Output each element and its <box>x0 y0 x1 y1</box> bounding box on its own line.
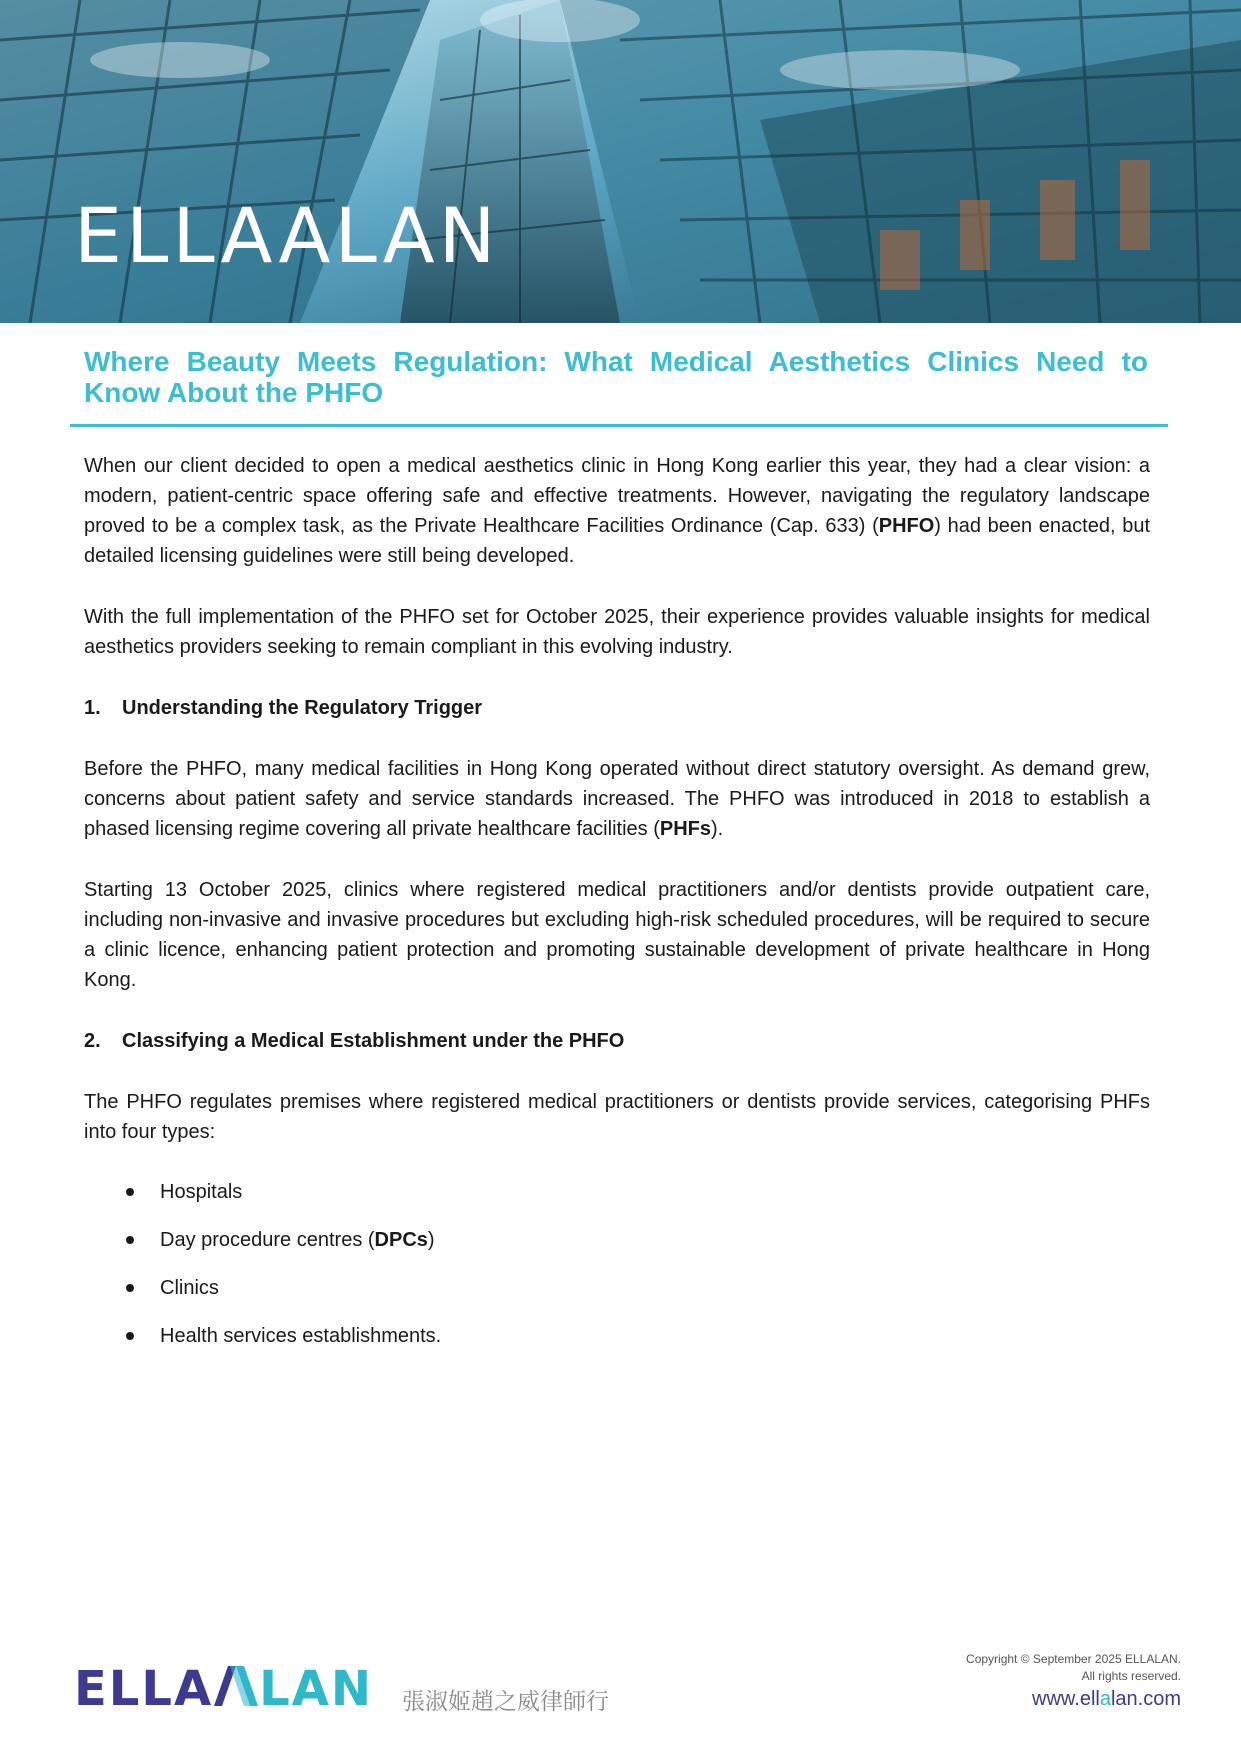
term-phfs: PHFs <box>659 818 711 840</box>
logo-part-lan: LAN <box>259 1661 374 1717</box>
intro-text-b: ) had been enacted, but detailed licensing guidelines were still being developed. <box>84 515 1150 567</box>
logo-a-mark-icon <box>214 1666 258 1706</box>
s1-text-a: Before the PHFO, many medical facilities in Hong Kong operated without direct statutory oversight. As demand grew, concerns about patient safety and service standards increased. The PHFO was introduced in 2018 to establish a phased licensing regime covering all private healthcare facilities ( <box>84 758 1150 840</box>
list-item <box>126 1177 1150 1207</box>
url-part-2: lan.com <box>1110 1688 1181 1710</box>
section-2-title: Classifying a Medical Establishment under the PHFO <box>122 1030 625 1052</box>
logo-part-ella: ELLA <box>74 1661 214 1717</box>
title-divider <box>70 424 1168 427</box>
list-item-text: Clinics <box>160 1277 219 1299</box>
intro-text-a: When our client decided to open a medical aesthetics clinic in Hong Kong earlier this year, they had a clear vision: a modern, patient-centric space offering safe and effective treatments. However, navigating the regulatory landscape proved to be a complex task, as the Private Healthcare Facilities Ordinance (Cap. 633) ( <box>84 455 1150 537</box>
copyright-notice <box>966 1651 1181 1685</box>
term-dpcs: DPCs <box>374 1229 428 1251</box>
section-1-heading <box>84 693 1150 723</box>
bullet-icon <box>126 1236 134 1244</box>
copyright-line-1: Copyright © September 2025 ELLALAN. <box>966 1652 1181 1666</box>
intro-paragraph-2: With the full implementation of the PHFO set for October 2025, their experience provides valuable insights for medical aesthetics providers seeking to remain compliant in this evolving industry. <box>84 606 1150 658</box>
list-item-text-after: ) <box>427 1229 435 1251</box>
intro-paragraph-1 <box>84 451 1150 571</box>
footer-logo <box>74 1661 374 1717</box>
bullet-icon <box>126 1332 134 1340</box>
list-item-text: Day procedure centres ( <box>160 1229 375 1251</box>
section-1-paragraph-2: Starting 13 October 2025, clinics where registered medical practitioners and/or dentists provide outpatient care, including non-invasive and invasive procedures but excluding high-risk scheduled procedures, will be required to secure a clinic licence, enhancing patient protection and promoting sustainable development of private healthcare in Hong Kong. <box>84 879 1150 991</box>
article-title: Where Beauty Meets Regulation: What Medical Aesthetics Clinics Need to Know About the PHFO <box>84 346 1148 408</box>
url-part-1: www.ell <box>1032 1688 1100 1710</box>
phf-types-list <box>84 1177 1150 1351</box>
bullet-icon <box>126 1284 134 1292</box>
list-item <box>126 1273 1150 1303</box>
list-item-text: Hospitals <box>160 1181 243 1203</box>
bullet-icon <box>126 1188 134 1196</box>
term-phfo: PHFO <box>878 515 935 537</box>
copyright-line-2: All rights reserved. <box>1081 1669 1181 1683</box>
s1-text-b: ). <box>710 818 724 840</box>
section-2-number: 2. <box>84 1030 101 1052</box>
article-body <box>84 451 1150 1369</box>
section-2-paragraph-1: The PHFO regulates premises where registered medical practitioners or dentists provide services, categorising PHFs into four types: <box>84 1091 1150 1143</box>
section-2-heading <box>84 1026 1150 1056</box>
hero-logo: ELLAALAN <box>74 191 500 280</box>
section-1-paragraph-1 <box>84 754 1150 844</box>
section-1-title: Understanding the Regulatory Trigger <box>122 697 483 719</box>
section-1-number: 1. <box>84 697 101 719</box>
hero-banner <box>0 0 1241 323</box>
url-accent: a <box>1099 1688 1111 1710</box>
list-item <box>126 1225 1150 1255</box>
list-item <box>126 1321 1150 1351</box>
website-link[interactable] <box>1032 1688 1181 1711</box>
footer-chinese-name: 張淑姬趙之威律師行 <box>402 1689 609 1715</box>
list-item-text: Health services establishments. <box>160 1325 442 1347</box>
